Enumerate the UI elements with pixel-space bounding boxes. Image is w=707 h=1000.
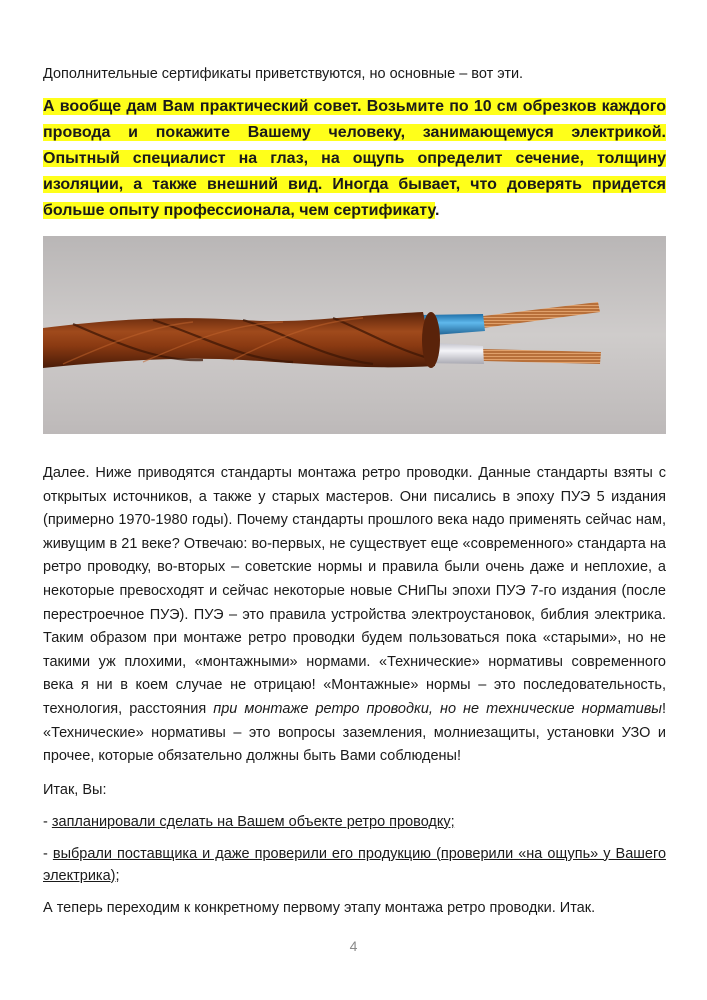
document-page	[43, 64, 666, 919]
standards-paragraph	[43, 462, 666, 769]
list-item: - запланировали сделать на Вашем объекте ретро проводку;	[43, 813, 455, 830]
advice-highlight: А вообще дам Вам практический совет. Возьмите по 10 см обрезков каждого провода и покажите Вашему человеку, занимающемуся электрикой. Опытный специалист на глаз, на ощупь определит сечение, толщину изоляции, а также внешний вид. Иногда бывает, что доверять придется больше опыту профессионала, чем сертификату	[43, 98, 666, 219]
closing-line: А теперь переходим к конкретному первому этапу монтажа ретро проводки. Итак.	[43, 899, 596, 916]
advice-tail: .	[434, 202, 440, 219]
standards-italic: при монтаже ретро проводки, но не технические нормативы	[213, 700, 662, 717]
standards-text-1: Далее. Ниже приводятся стандарты монтажа ретро проводки. Данные стандарты взяты с открытых источников, а также у старых мастеров. Они писались в эпоху ПУЭ 5 издания (примерно 1970-1980 годы). Почему стандарты прошлого века надо применять сейчас нам, живущим в 21 веке? Отвечаю: во-первых, не существует еще «современного» стандарта на ретро проводку, во-вторых – советские нормы и правила были очень даже и неплохие, а некоторые превосходят и сейчас некоторые новые СНиПы эпохи ПУЭ 7-го издания (после перестроечное ПУЭ). ПУЭ – это правила устройства электроустановок, библия электрика. Таким образом при монтаже ретро проводки будем пользоваться пока «старыми», но не такими уж плохими, «монтажными» нормами. «Технические» нормативы современного века я ни в коем случае не отрицаю! «Монтажные» нормы – это последовательность, технология, расстояния	[43, 465, 666, 717]
twisted-wire-photo	[43, 236, 666, 434]
intro-text: Дополнительные сертификаты приветствуются, но основные – вот эти.	[43, 66, 524, 82]
list-item-text: выбрали поставщика и даже проверили его продукцию (проверили «на ощупь» у Вашего электрика);	[43, 845, 667, 884]
page-number: 4	[349, 938, 358, 954]
standards-text-2: ! «Технические» нормативы – это вопросы заземления, молниезащиты, установки УЗО и прочее, которые обязательно должны быть Вами соблюдены!	[43, 700, 666, 765]
list-item-text: запланировали сделать на Вашем объекте ретро проводку;	[51, 813, 455, 830]
itak-line: Итак, Вы:	[43, 781, 107, 798]
list-item: - выбрали поставщика и даже проверили его продукцию (проверили «на ощупь» у Вашего электрика);	[43, 845, 667, 884]
advice-paragraph	[43, 94, 666, 224]
